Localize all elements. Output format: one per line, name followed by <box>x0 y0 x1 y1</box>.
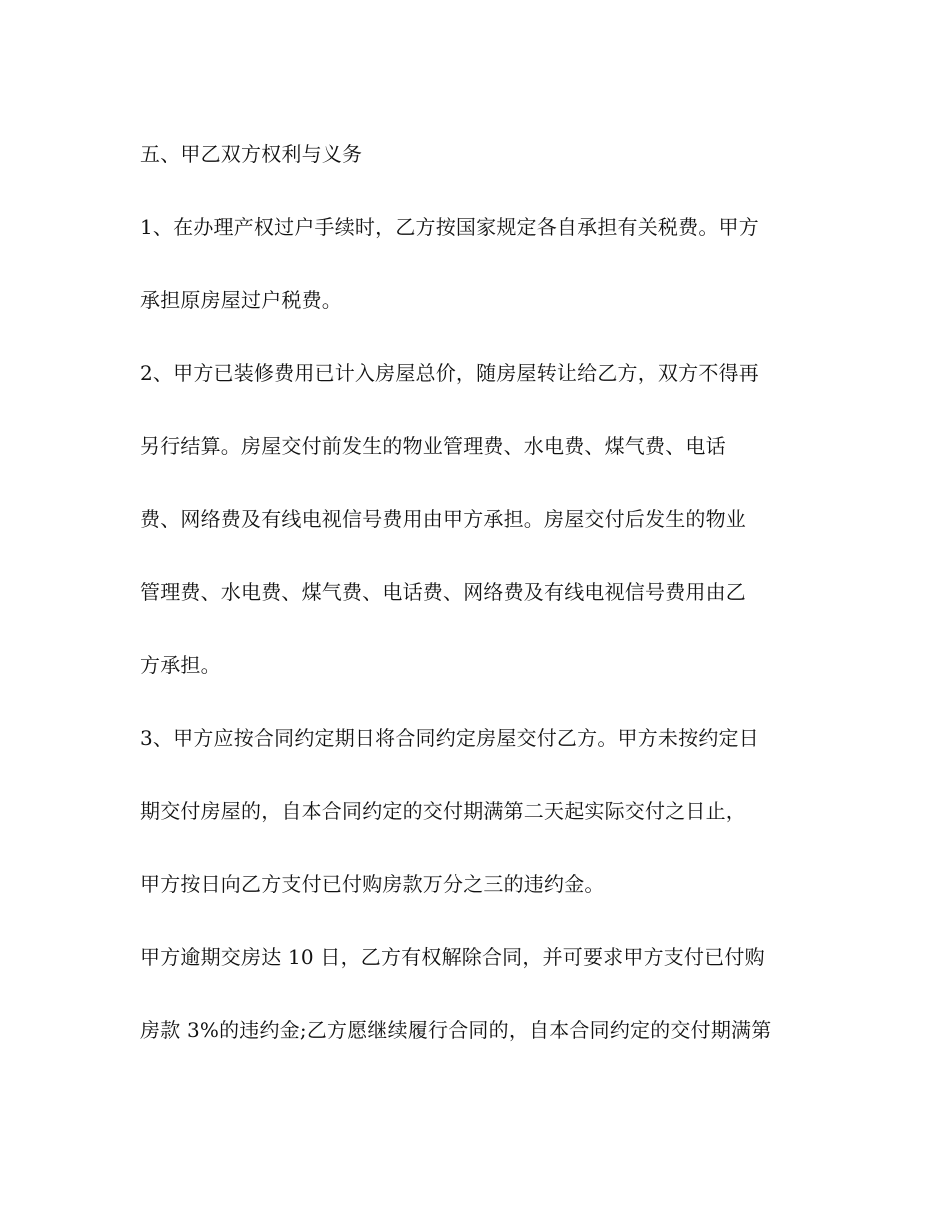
clause-3-line-4: 甲方逾期交房达 10 日，乙方有权解除合同，并可要求甲方支付已付购 <box>140 945 765 969</box>
clause-2-line-4: 管理费、水电费、煤气费、电话费、网络费及有线电视信号费用由乙 <box>140 580 746 604</box>
clause-2-line-5: 方承担。 <box>140 653 221 677</box>
section-heading: 五、甲乙双方权利与义务 <box>140 142 363 166</box>
clause-3-line-5: 房款 3%的违约金;乙方愿继续履行合同的，自本合同约定的交付期满第 <box>140 1018 772 1042</box>
clause-3-line-3: 甲方按日向乙方支付已付购房款万分之三的违约金。 <box>140 872 605 896</box>
clause-2-line-3: 费、网络费及有线电视信号费用由甲方承担。房屋交付后发生的物业 <box>140 507 746 531</box>
clause-2-line-1: 2、甲方已装修费用已计入房屋总价，随房屋转让给乙方，双方不得再 <box>140 361 759 385</box>
clause-1-line-1: 1、在办理产权过户手续时，乙方按国家规定各自承担有关税费。甲方 <box>140 215 759 239</box>
clause-3-line-2: 期交付房屋的，自本合同约定的交付期满第二天起实际交付之日止， <box>140 799 746 823</box>
clause-2-line-2: 另行结算。房屋交付前发生的物业管理费、水电费、煤气费、电话 <box>140 434 726 458</box>
document-body <box>140 132 820 1081</box>
clause-1-line-2: 承担原房屋过户税费。 <box>140 288 342 312</box>
clause-3-line-1: 3、甲方应按合同约定期日将合同约定房屋交付乙方。甲方未按约定日 <box>140 726 759 750</box>
